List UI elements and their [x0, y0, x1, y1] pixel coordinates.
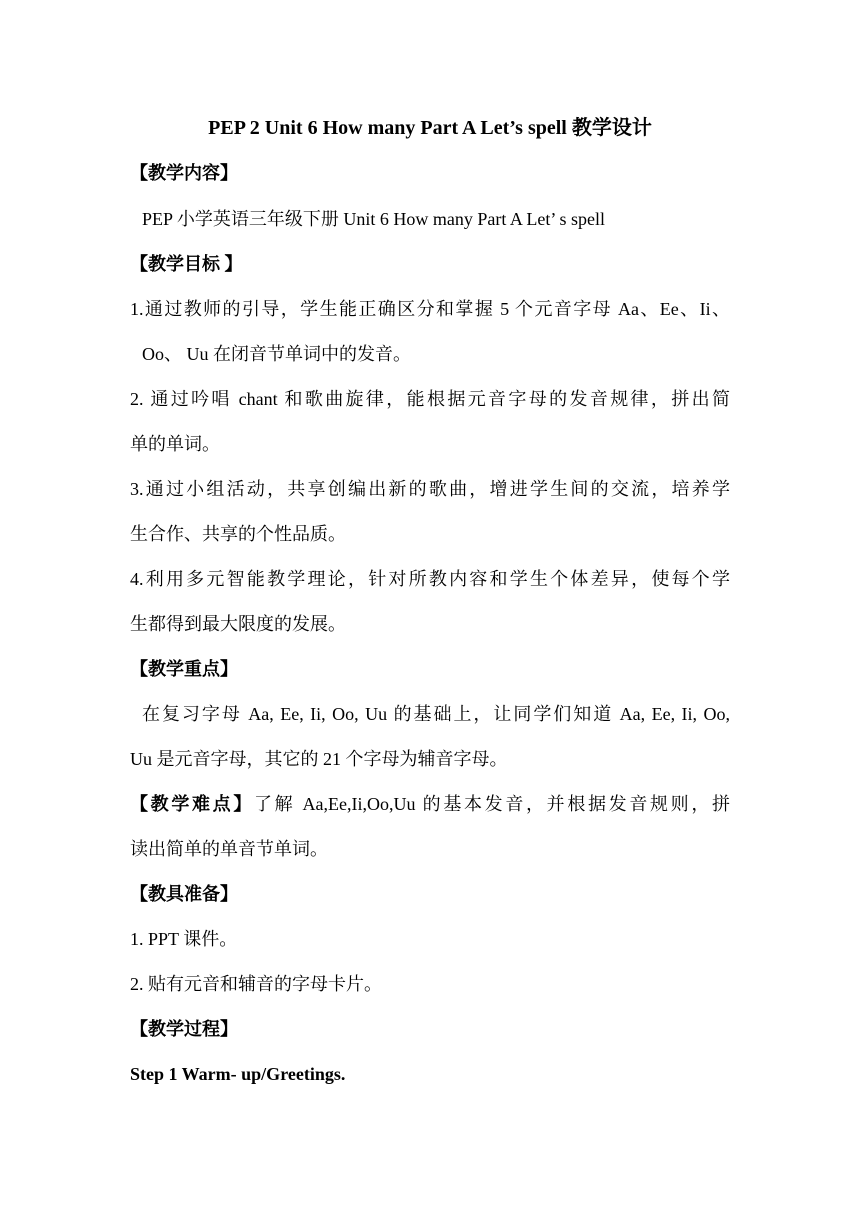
- objective-3-line2: 生合作、共享的个性品质。: [130, 524, 346, 544]
- document-title: PEP 2 Unit 6 How many Part A Let’s spell 教学设计: [208, 117, 652, 139]
- objective-1-line1: 1.通过教师的引导，学生能正确区分和掌握 5 个元音字母 Aa、Ee、Ii、: [130, 299, 730, 319]
- content-heading: 【教学内容】: [130, 163, 238, 183]
- process-heading: 【教学过程】: [130, 1019, 238, 1039]
- difficulty-line2: 读出简单的单音节单词。: [130, 839, 328, 859]
- objective-4-line2: 生都得到最大限度的发展。: [130, 614, 346, 634]
- difficulty-line1: [130, 791, 730, 817]
- key-points-line1: 在复习字母 Aa, Ee, Ii, Oo, Uu 的基础上，让同学们知道 Aa, Ee, Ii, Oo,: [142, 704, 730, 724]
- difficulty-heading: 【教学难点】: [130, 794, 255, 814]
- key-points-heading: 【教学重点】: [130, 659, 238, 679]
- material-item-1: 1. PPT 课件。: [130, 929, 238, 949]
- objective-3-line1: 3.通过小组活动，共享创编出新的歌曲，增进学生间的交流，培养学: [130, 479, 730, 499]
- objective-2-line2: 单的单词。: [130, 434, 220, 454]
- step-1-heading: Step 1 Warm- up/Greetings.: [130, 1064, 346, 1084]
- materials-heading: 【教具准备】: [130, 884, 238, 904]
- objective-1-line2: Oo、 Uu 在闭音节单词中的发音。: [142, 344, 411, 364]
- material-item-2: 2. 贴有元音和辅音的字母卡片。: [130, 974, 382, 994]
- difficulty-text: 了解 Aa,Ee,Ii,Oo,Uu 的基本发音，并根据发音规则，拼: [254, 794, 731, 814]
- objective-2-line1: 2. 通过吟唱 chant 和歌曲旋律，能根据元音字母的发音规律，拼出简: [130, 389, 730, 409]
- objective-4-line1: 4.利用多元智能教学理论，针对所教内容和学生个体差异，使每个学: [130, 569, 730, 589]
- content-text: PEP 小学英语三年级下册 Unit 6 How many Part A Let’ s spell: [142, 209, 605, 229]
- key-points-line2: Uu 是元音字母，其它的 21 个字母为辅音字母。: [130, 749, 508, 769]
- objectives-heading: 【教学目标 】: [130, 254, 243, 274]
